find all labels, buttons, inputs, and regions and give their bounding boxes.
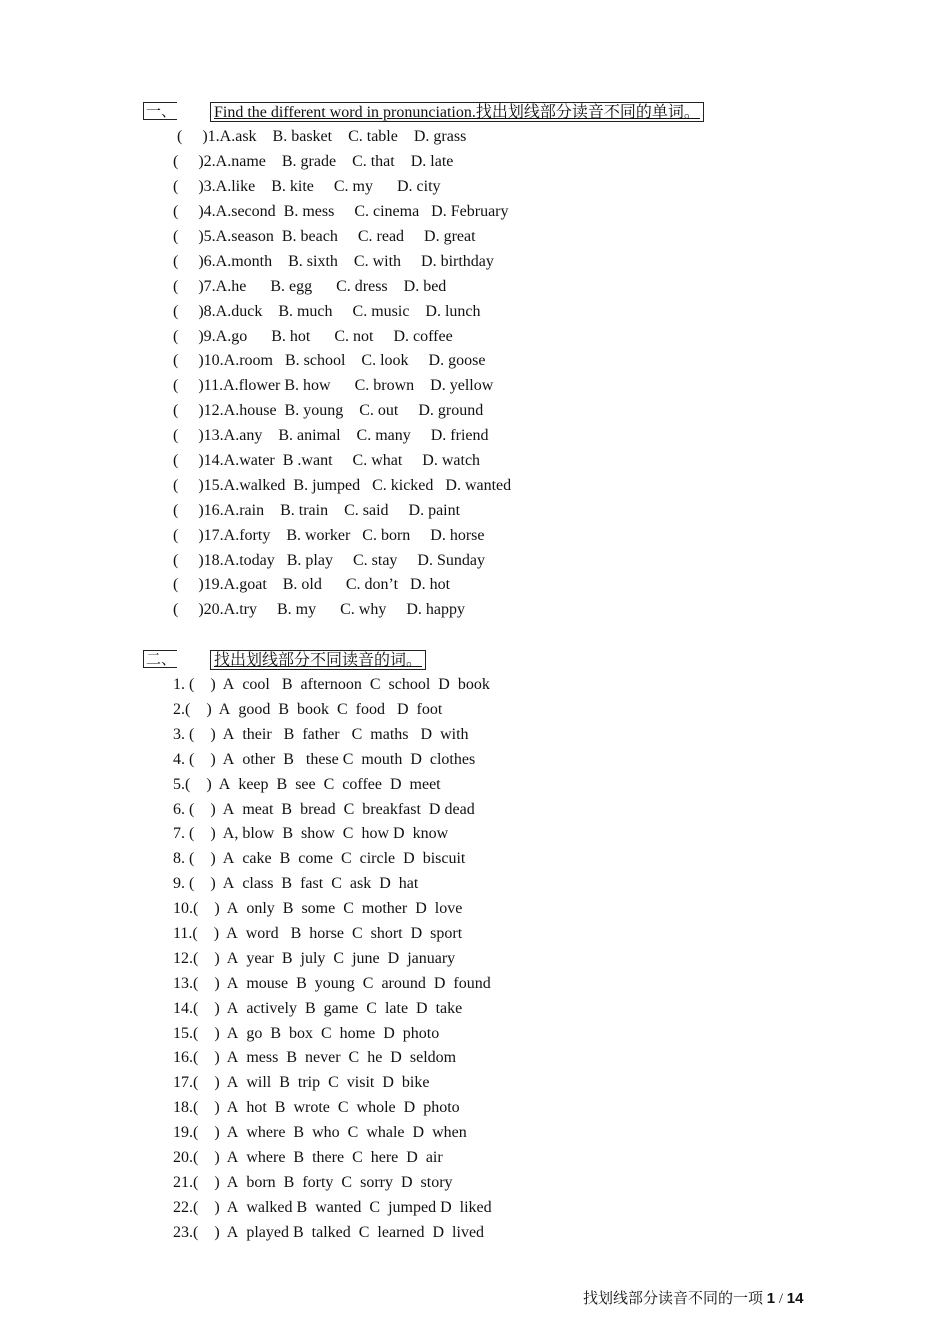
question-1-16: ( )16.A.rain B. train C. said D. paint: [173, 502, 461, 519]
question-2-6: 6. ( ) A meat B bread C breakfast D dead: [173, 801, 475, 818]
question-1-3: ( )3.A.like B. kite C. my D. city: [173, 178, 441, 195]
question-1-11: ( )11.A.flower B. how C. brown D. yellow: [173, 377, 494, 394]
question-1-15: ( )15.A.walked B. jumped C. kicked D. wanted: [173, 477, 512, 494]
question-1-2: ( )2.A.name B. grade C. that D. late: [173, 153, 454, 170]
question-1-10: ( )10.A.room B. school C. look D. goose: [173, 352, 486, 369]
question-2-20: 20.( ) A where B there C here D air: [173, 1149, 443, 1166]
question-1-14: ( )14.A.water B .want C. what D. watch: [173, 452, 481, 469]
question-2-7: 7. ( ) A, blow B show C how D know: [173, 825, 449, 842]
question-2-13: 13.( ) A mouse B young C around D found: [173, 975, 491, 992]
question-1-5: ( )5.A.season B. beach C. read D. great: [173, 228, 476, 245]
question-1-8: ( )8.A.duck B. much C. music D. lunch: [173, 303, 481, 320]
question-2-11: 11.( ) A word B horse C short D sport: [173, 925, 463, 942]
section2-number: 二、: [143, 650, 177, 668]
question-1-9: ( )9.A.go B. hot C. not D. coffee: [173, 328, 453, 345]
question-1-13: ( )13.A.any B. animal C. many D. friend: [173, 427, 489, 444]
question-2-1: 1. ( ) A cool B afternoon C school D book: [173, 676, 490, 693]
question-2-8: 8. ( ) A cake B come C circle D biscuit: [173, 850, 466, 867]
question-2-10: 10.( ) A only B some C mother D love: [173, 900, 463, 917]
footer-text: 找划线部分读音不同的一项: [583, 1291, 764, 1307]
question-1-17: ( )17.A.forty B. worker C. born D. horse: [173, 527, 485, 544]
question-2-21: 21.( ) A born B forty C sorry D story: [173, 1174, 453, 1191]
section1-title: Find the different word in pronunciation.找出划线部分读音不同的单词。: [210, 102, 704, 122]
question-2-14: 14.( ) A actively B game C late D take: [173, 1000, 463, 1017]
question-1-20: ( )20.A.try B. my C. why D. happy: [173, 601, 465, 618]
question-2-9: 9. ( ) A class B fast C ask D hat: [173, 875, 419, 892]
question-1-7: ( )7.A.he B. egg C. dress D. bed: [173, 278, 447, 295]
question-2-23: 23.( ) A played B talked C learned D lived: [173, 1224, 485, 1241]
question-2-15: 15.( ) A go B box C home D photo: [173, 1025, 440, 1042]
question-1-6: ( )6.A.month B. sixth C. with D. birthday: [173, 253, 494, 270]
question-2-4: 4. ( ) A other B these C mouth D clothes: [173, 751, 476, 768]
question-1-4: ( )4.A.second B. mess C. cinema D. February: [173, 203, 509, 220]
question-1-12: ( )12.A.house B. young C. out D. ground: [173, 402, 484, 419]
question-2-17: 17.( ) A will B trip C visit D bike: [173, 1074, 430, 1091]
page-current: 1: [766, 1290, 776, 1307]
question-1-18: ( )18.A.today B. play C. stay D. Sunday: [173, 552, 485, 569]
page-separator: /: [778, 1291, 784, 1307]
question-2-12: 12.( ) A year B july C june D january: [173, 950, 456, 967]
question-1-1: ( )1.A.ask B. basket C. table D. grass: [177, 128, 467, 145]
page-total: 14: [786, 1290, 804, 1307]
question-2-5: 5.( ) A keep B see C coffee D meet: [173, 776, 441, 793]
question-2-22: 22.( ) A walked B wanted C jumped D liked: [173, 1199, 492, 1216]
question-2-18: 18.( ) A hot B wrote C whole D photo: [173, 1099, 460, 1116]
question-2-19: 19.( ) A where B who C whale D when: [173, 1124, 467, 1141]
question-2-16: 16.( ) A mess B never C he D seldom: [173, 1049, 457, 1066]
section1-number: 一、: [143, 102, 177, 120]
page-footer: [583, 1287, 803, 1308]
section2-title: 找出划线部分不同读音的词。: [210, 650, 426, 670]
question-2-3: 3. ( ) A their B father C maths D with: [173, 726, 469, 743]
question-1-19: ( )19.A.goat B. old C. don’t D. hot: [173, 576, 451, 593]
question-2-2: 2.( ) A good B book C food D foot: [173, 701, 443, 718]
